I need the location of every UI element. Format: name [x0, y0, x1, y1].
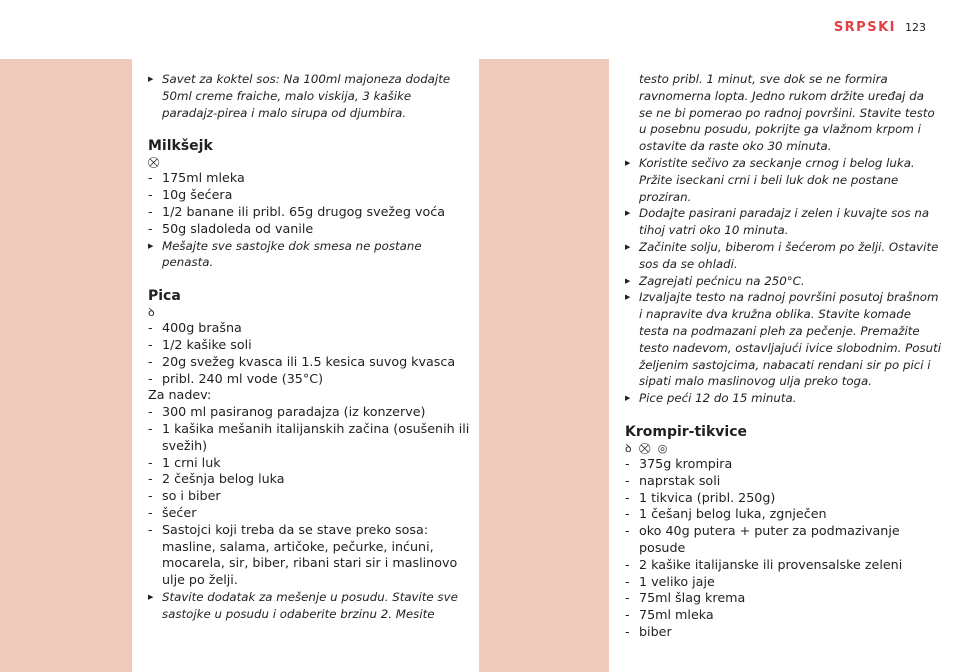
- ingredient-item: - naprstak soli: [625, 472, 721, 488]
- recipe-heading: Pica: [148, 288, 181, 305]
- list-dash: -: [148, 187, 153, 203]
- instruction-step: ▶ Dodajte pasirani paradajz i zelen i kuvajte sos na: [625, 206, 930, 221]
- ingredient-item: - 75ml šlag krema: [625, 590, 746, 606]
- ingredient-item: - 75ml mleka: [625, 607, 714, 623]
- list-dash: -: [148, 454, 153, 470]
- bullet-arrow-icon: ▶: [148, 75, 154, 83]
- instruction-continuation: željenim sastojcima, nabacati rendani sir po pici i: [639, 357, 931, 372]
- ingredient-continuation: masline, salama, artičoke, pečurke, inćuni,: [162, 538, 434, 554]
- list-dash: -: [148, 353, 153, 369]
- list-dash: -: [148, 320, 153, 336]
- list-dash: -: [625, 506, 630, 522]
- ingredient-item: - 10g šećera: [148, 187, 233, 203]
- instruction-continuation: ostavite da raste oko 30 minuta.: [639, 139, 832, 154]
- list-dash: -: [625, 523, 630, 539]
- ingredient-item: - 1 češanj belog luka, zgnječen: [625, 506, 827, 522]
- list-dash: -: [148, 504, 153, 520]
- appliance-icons: [148, 155, 448, 170]
- instruction-continuation: tihoj vatri oko 10 minuta.: [639, 223, 789, 238]
- instruction-continuation: testo pribl. 1 minut, sve dok se ne formira: [639, 72, 888, 86]
- list-dash: -: [625, 489, 630, 505]
- instruction-continuation: 50ml creme fraiche, malo viskija, 3 kašike: [162, 88, 412, 103]
- instruction-step: ▶ Zagrejati pećnicu na 250°C.: [625, 273, 805, 288]
- ingredient-item: - 300 ml pasiranog paradajza (iz konzerve): [148, 404, 426, 420]
- list-dash: -: [625, 590, 630, 606]
- bullet-arrow-icon: ▶: [625, 394, 631, 403]
- ingredient-item: - 1 veliko jaje: [625, 573, 715, 589]
- center-margin-band: [479, 59, 609, 672]
- list-dash: -: [148, 404, 153, 420]
- list-dash: -: [148, 220, 153, 236]
- instruction-continuation: sipati malo maslinovog ulja preko toga.: [639, 374, 873, 389]
- ingredient-continuation: mocarela, sir, biber, ribani stari sir i maslinovo: [162, 555, 458, 571]
- instruction-continuation: sastojke u posudu i odaberite brzinu 2. Mesite: [162, 606, 435, 621]
- bullet-arrow-icon: ▶: [625, 209, 631, 218]
- recipe-heading: Milkšejk: [148, 138, 213, 155]
- right-text-column: [625, 71, 941, 641]
- list-dash: -: [625, 472, 630, 488]
- ingredient-item: - 2 češnja belog luka: [148, 471, 285, 487]
- list-dash: -: [148, 203, 153, 219]
- ingredient-item: - 175ml mleka: [148, 170, 245, 186]
- list-dash: -: [625, 573, 630, 589]
- instruction-continuation: testa na podmazani pleh za pečenje. Premažite: [639, 323, 920, 338]
- instruction-continuation: testo nadevom, ostavljajući ivice slobodnim. Posuti: [639, 340, 941, 355]
- ingredient-item: - 20g svežeg kvasca ili 1.5 kesica suvog kvasca: [148, 353, 456, 369]
- ingredient-item: - so i biber: [148, 488, 221, 504]
- instruction-continuation: u posebnu posudu, pokrijte ga vlažnom krpom i: [639, 122, 921, 137]
- ingredient-continuation: svežih): [162, 437, 208, 453]
- page-header: [834, 20, 926, 35]
- appliance-icon: ꝺ: [148, 306, 157, 320]
- recipe-heading: Krompir-tikvice: [625, 423, 748, 440]
- instruction-continuation: se ne bi pomerao po radnoj površini. Stavite testo: [639, 105, 935, 120]
- appliance-icon: ⛒: [148, 156, 162, 170]
- instruction-step: ▶ Izvaljajte testo na radnoj površini posutoj brašnom: [625, 290, 939, 305]
- instruction-step: ▶ Začinite solju, biberom i šećerom po želji. Ostavite: [625, 239, 939, 254]
- left-text-column: [148, 71, 470, 623]
- text-line: Za nadev:: [148, 387, 212, 403]
- list-dash: -: [148, 336, 153, 352]
- list-dash: -: [148, 488, 153, 504]
- list-dash: -: [148, 521, 153, 537]
- bullet-arrow-icon: ▶: [625, 293, 631, 302]
- instruction-continuation: proziran.: [639, 189, 692, 204]
- ingredient-continuation: ulje po želji.: [162, 572, 238, 588]
- ingredient-item: - oko 40g putera + puter za podmazivanje: [625, 523, 900, 539]
- ingredient-item: - biber: [625, 623, 672, 639]
- ingredient-item: - 1 kašika mešanih italijanskih začina (osušenih ili: [148, 420, 470, 436]
- ingredient-item: - 1/2 kašike soli: [148, 336, 252, 352]
- instruction-step: ▶ Koristite sečivo za seckanje crnog i belog luka.: [625, 155, 915, 170]
- list-dash: -: [148, 420, 153, 436]
- bullet-arrow-icon: ▶: [148, 592, 154, 601]
- appliance-icons: [625, 441, 931, 456]
- instruction-continuation: sos da se ohladi.: [639, 256, 738, 271]
- appliance-icons: [148, 305, 448, 320]
- page-number: 123: [905, 21, 926, 34]
- ingredient-item: - 400g brašna: [148, 320, 242, 336]
- ingredient-item: - 1 tikvica (pribl. 250g): [625, 489, 776, 505]
- ingredient-continuation: posude: [639, 539, 686, 555]
- list-dash: -: [148, 370, 153, 386]
- language-label: SRPSKI: [833, 20, 896, 35]
- bullet-arrow-icon: ▶: [625, 242, 631, 251]
- bullet-arrow-icon: ▶: [625, 158, 631, 167]
- ingredient-item: - 50g sladoleda od vanile: [148, 220, 314, 236]
- appliance-icon: ꝺ ⛒ ◎: [625, 441, 670, 455]
- instruction-continuation: ravnomerna lopta. Jedno rukom držite uređaj da: [639, 88, 924, 103]
- instruction-step: ▶ Mešajte sve sastojke dok smesa ne postane: [148, 238, 422, 253]
- instruction-continuation: Pržite iseckani crni i beli luk dok ne postane: [639, 172, 899, 187]
- list-dash: -: [625, 607, 630, 623]
- list-dash: -: [625, 556, 630, 572]
- list-dash: -: [625, 623, 630, 639]
- instruction-step: ▶ Stavite dodatak za mešenje u posudu. Stavite sve: [148, 589, 458, 604]
- ingredient-item: - šećer: [148, 504, 197, 520]
- ingredient-item: - 2 kašike italijanske ili provensalske zeleni: [625, 556, 903, 572]
- list-dash: -: [148, 170, 153, 186]
- list-dash: -: [625, 455, 630, 471]
- instruction-continuation: paradajz-pirea i malo sirupa od djumbira.: [162, 105, 407, 120]
- instruction-continuation: penasta.: [162, 255, 214, 270]
- ingredient-item: - 1/2 banane ili pribl. 65g drugog svežeg voća: [148, 203, 445, 219]
- ingredient-item: - 1 crni luk: [148, 454, 221, 470]
- ingredient-item: - Sastojci koji treba da se stave preko sosa:: [148, 521, 429, 537]
- bullet-arrow-icon: ▶: [148, 241, 154, 250]
- list-dash: -: [148, 471, 153, 487]
- ingredient-item: - 375g krompira: [625, 455, 733, 471]
- left-margin-band: [0, 59, 132, 672]
- instruction-step: ▶ Pice peći 12 do 15 minuta.: [625, 391, 797, 406]
- instruction-continuation: i napravite dva kružna oblika. Stavite komade: [639, 307, 912, 322]
- bullet-arrow-icon: ▶: [625, 276, 631, 285]
- instruction-step: ▶ Savet za koktel sos: Na 100ml majoneza dodajte: [148, 72, 451, 86]
- ingredient-item: - pribl. 240 ml vode (35°C): [148, 370, 324, 386]
